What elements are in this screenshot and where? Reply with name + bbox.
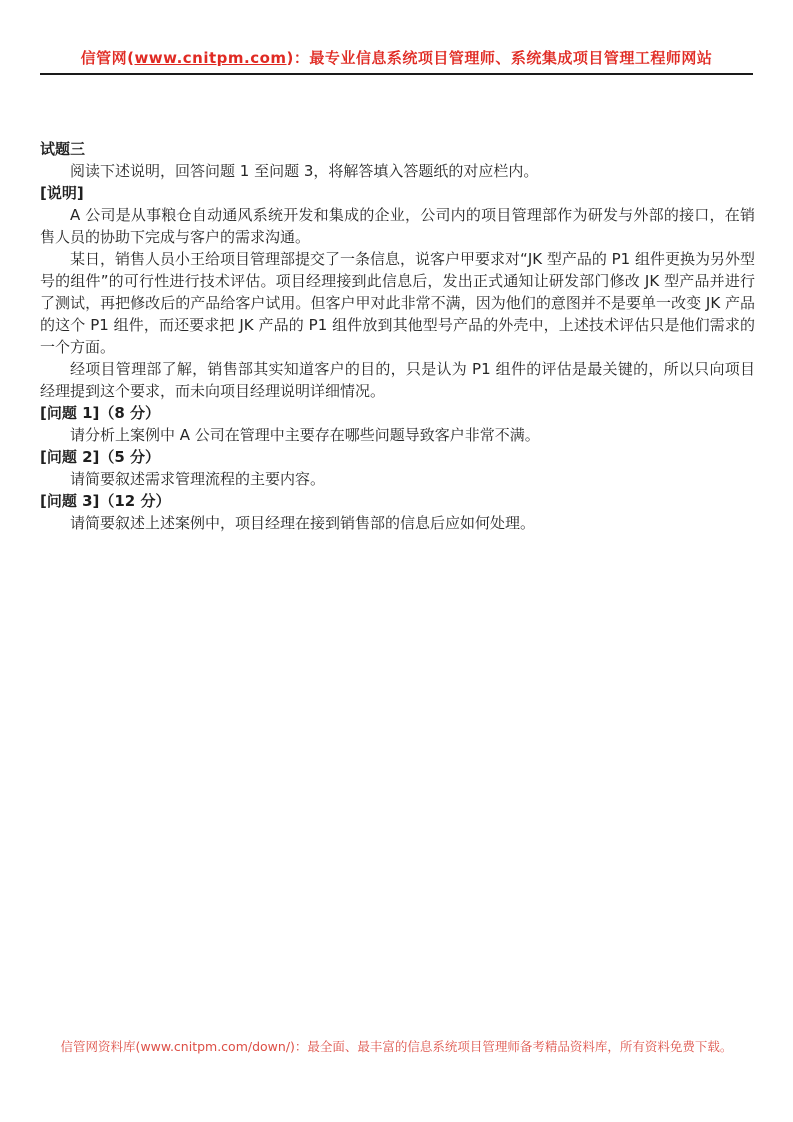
footer-site-link[interactable]: www.cnitpm.com/down/ xyxy=(140,1039,291,1054)
header-banner xyxy=(40,48,753,68)
header-tagline: )：最专业信息系统项目管理师、系统集成项目管理工程师网站 xyxy=(286,49,713,67)
header-site-link[interactable]: www.cnitpm.com xyxy=(134,49,287,67)
footer-site-name: 信管网资料库( xyxy=(60,1039,141,1054)
question-3-label: [问题 3]（12 分） xyxy=(40,492,171,510)
case-paragraph-3: 经项目管理部了解，销售部其实知道客户的目的，只是认为 P1 组件的评估是最关键的，所以只向项目经理提到这个要求，而未向项目经理说明详细情况。 xyxy=(40,360,755,400)
question-1-label: [问题 1]（8 分） xyxy=(40,404,161,422)
case-paragraph-2: 某日，销售人员小王给项目管理部提交了一条信息，说客户甲要求对“JK 型产品的 P1 组件更换为另外型号的组件”的可行性进行技术评估。项目经理接到此信息后，发出正式通知让研发部门修改 JK 型产品并进行了测试，再把修改后的产品给客户试用。但客户甲对此非常不满，因为他们的意图并不是要单一改变 JK 产品的这个 P1 组件，而还要求把 JK 产品的 P1 组件放到其他型号产品的外壳中，上述技术评估只是他们需求的一个方面。 xyxy=(40,250,755,356)
question-2-text: 请简要叙述需求管理流程的主要内容。 xyxy=(70,470,326,488)
question-3-text: 请简要叙述上述案例中，项目经理在接到销售部的信息后应如何处理。 xyxy=(70,514,536,532)
explanation-label: [说明] xyxy=(40,184,84,202)
header-site-name: 信管网( xyxy=(80,49,135,67)
footer-tagline: )：最全面、最丰富的信息系统项目管理师备考精品资料库，所有资料免费下载。 xyxy=(290,1039,733,1054)
page-header xyxy=(40,0,753,75)
intro-paragraph: 阅读下述说明，回答问题 1 至问题 3，将解答填入答题纸的对应栏内。 xyxy=(70,162,539,180)
question-1-text: 请分析上案例中 A 公司在管理中主要存在哪些问题导致客户非常不满。 xyxy=(70,426,540,444)
document-body xyxy=(40,138,755,534)
page-footer xyxy=(0,1038,793,1056)
question-2-label: [问题 2]（5 分） xyxy=(40,448,161,466)
case-paragraph-1: A 公司是从事粮仓自动通风系统开发和集成的企业，公司内的项目管理部作为研发与外部的接口，在销售人员的协助下完成与客户的需求沟通。 xyxy=(40,206,755,246)
question-set-title: 试题三 xyxy=(40,140,86,158)
